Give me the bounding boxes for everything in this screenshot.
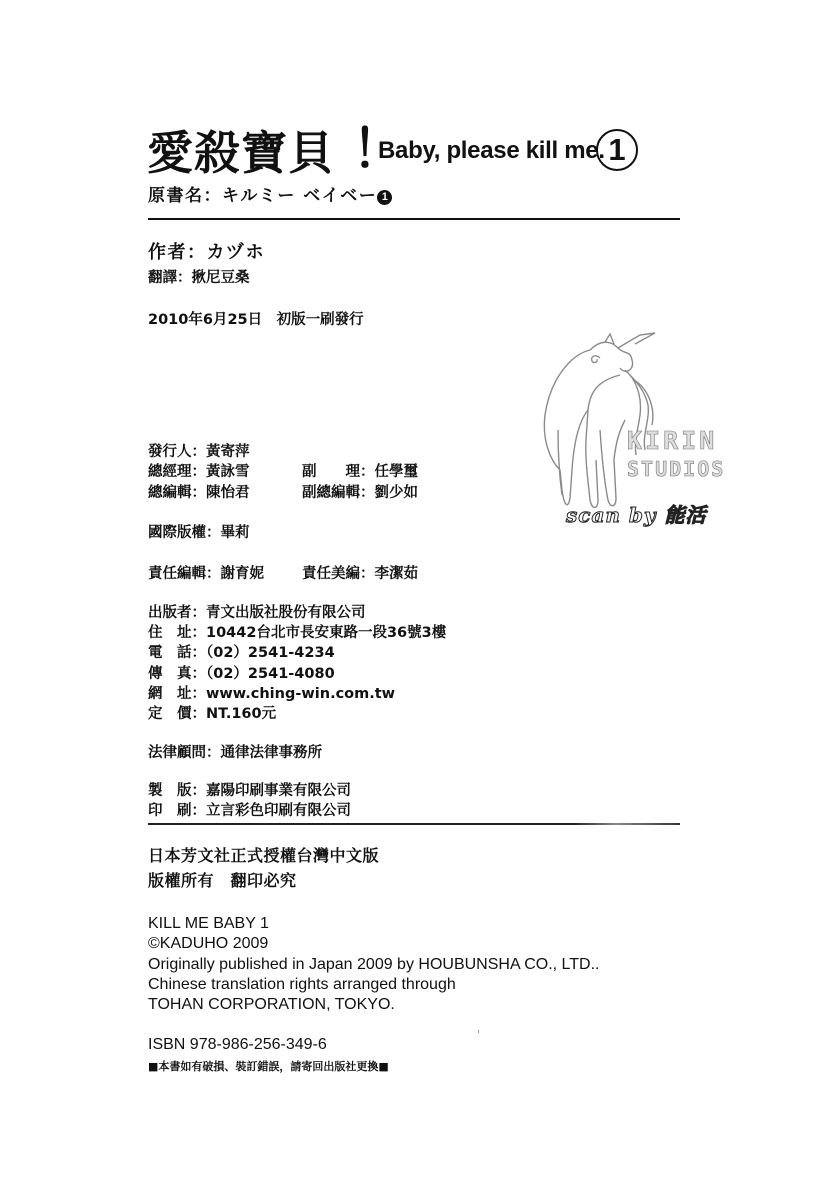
publisher-website: 網 址：www.ching-win.com.tw: [148, 686, 396, 702]
staff-editor: 責任編輯：謝育妮: [148, 566, 264, 582]
publisher-fax: 傳 真：（02）2541-4080: [148, 666, 335, 682]
book-title-chinese: 愛殺寶貝: [147, 126, 335, 180]
scan-speck: [478, 1030, 479, 1033]
staff-chief-editor: 總編輯：陳怡君: [148, 485, 250, 501]
staff-art-editor: 責任美編：李潔茹: [302, 566, 418, 582]
original-title-text: 原書名：キルミー ベイベー: [148, 186, 378, 206]
divider-bottom: [148, 823, 680, 825]
plate-making: 製 版：嘉陽印刷事業有限公司: [148, 783, 351, 799]
staff-deputy-manager: 副 理：任學璽: [302, 464, 418, 480]
staff-deputy-chief-editor: 副總編輯：劉少如: [302, 485, 418, 501]
watermark-kirin-text: KIRIN: [627, 426, 718, 455]
publication-date: 2010年6月25日 初版一刷發行: [148, 312, 364, 328]
divider-top: [148, 218, 680, 220]
watermark-scan-credit: scan by 能活: [566, 503, 707, 527]
book-title-exclamation: ！: [352, 121, 405, 179]
english-credit-line: Chinese translation rights arranged through: [148, 976, 456, 993]
publisher-name: 出版者：青文出版社股份有限公司: [148, 605, 366, 621]
english-credit-line: Originally published in Japan 2009 by HOUBUNSHA CO., LTD..: [148, 956, 600, 973]
english-credit-line: ©KADUHO 2009: [148, 935, 269, 952]
damage-notice: ■本書如有破損、裝訂錯誤，請寄回出版社更換■: [148, 1060, 389, 1073]
volume-number-badge: 1: [596, 129, 638, 171]
copyright-statement: 版權所有 翻印必究: [148, 871, 297, 890]
printing: 印 刷：立言彩色印刷有限公司: [148, 803, 351, 819]
staff-general-manager: 總經理：黃詠雪: [148, 464, 250, 480]
author: 作者：カヅホ: [148, 242, 265, 263]
license-statement: 日本芳文社正式授權台灣中文版: [148, 846, 380, 865]
english-credit-line: KILL ME BABY 1: [148, 915, 269, 932]
original-volume-badge: 1: [377, 190, 392, 205]
isbn: ISBN 978-986-256-349-6: [148, 1036, 327, 1053]
publisher-phone: 電 話：（02）2541-4234: [148, 645, 335, 661]
staff-international-rights: 國際版權：畢莉: [148, 525, 250, 541]
watermark-studios-text: STUDIOS: [627, 457, 726, 481]
staff-publisher-person: 發行人：黃寄萍: [148, 444, 250, 460]
english-credit-line: TOHAN CORPORATION, TOKYO.: [148, 996, 395, 1013]
publisher-price: 定 價：NT.160元: [148, 706, 277, 722]
original-title: [148, 185, 392, 207]
publisher-address: 住 址：10442台北市長安東路一段36號3樓: [148, 625, 447, 641]
translator: 翻譯：揪尼豆桑: [148, 270, 250, 286]
legal-advisor: 法律顧問：通律法律事務所: [148, 745, 322, 761]
book-title-english: Baby, please kill me.: [378, 137, 605, 164]
